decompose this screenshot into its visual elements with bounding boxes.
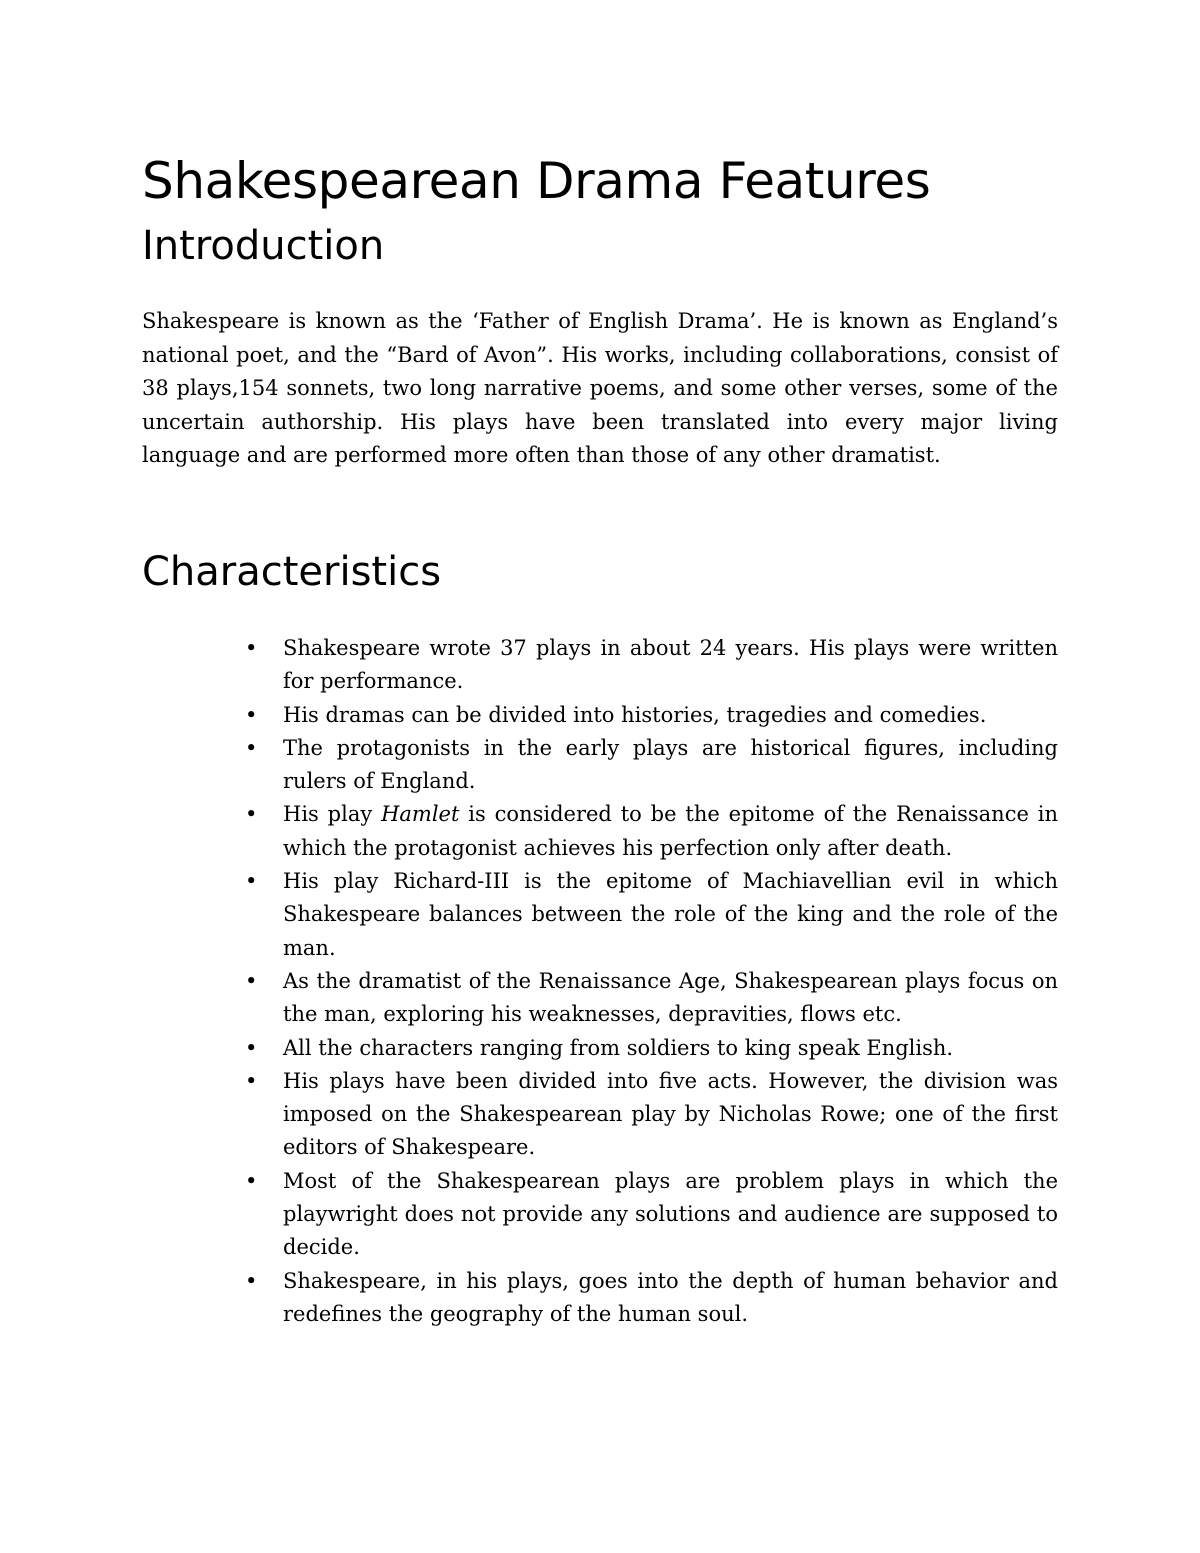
list-item (245, 699, 1058, 732)
bullet-icon: • (245, 1168, 258, 1193)
list-item (245, 1165, 1058, 1265)
list-item-text: The protagonists in the early plays are historical figures, including rulers of England. (283, 735, 1058, 794)
list-item-text-after: is considered to be the epitome of the Renaissance in which the protagonist achieves his perfection only after death. (283, 802, 1059, 860)
introduction-paragraph: Shakespeare is known as the ‘Father of English Drama’. He is known as England’s national poet, and the “Bard of Avon”. His works, including collaborations, consist of 38 plays,154 sonnets, two long narrative poems, and some other verses, some of the uncertain authorship. His plays have been translated into every major living language and are performed more often than those of any other dramatist. (142, 309, 1058, 468)
bullet-icon: • (245, 869, 258, 894)
bullet-icon: • (245, 1035, 258, 1060)
list-item-text (283, 802, 1058, 859)
list-item (245, 965, 1058, 1032)
list-item (245, 1265, 1058, 1332)
characteristics-heading: Characteristics (142, 549, 442, 595)
list-item-text: His dramas can be divided into histories, tragedies and comedies. (283, 702, 987, 727)
list-item (245, 1065, 1058, 1165)
list-item (245, 632, 1058, 699)
list-item-text: Shakespeare, in his plays, goes into the depth of human behavior and redefines the geography of the human soul. (283, 1268, 1058, 1326)
list-item-text: His play Richard-III is the epitome of Machiavellian evil in which Shakespeare balances between the role of the king and the role of the man. (283, 869, 1058, 960)
document-title: Shakespearean Drama Features (142, 152, 931, 210)
list-item-text: As the dramatist of the Renaissance Age, Shakespearean plays focus on the man, exploring his weaknesses, depravities, flows etc. (283, 968, 1058, 1027)
list-item-text-before: His play (283, 802, 382, 827)
bullet-icon: • (245, 968, 258, 993)
bullet-icon: • (245, 802, 258, 827)
bullet-icon: • (245, 1268, 258, 1293)
bullet-icon: • (245, 702, 258, 727)
list-item-text: His plays have been divided into five acts. However, the division was imposed on the Shakespearean play by Nicholas Rowe; one of the first editors of Shakespeare. (283, 1068, 1058, 1160)
list-item-text: Most of the Shakespearean plays are problem plays in which the playwright does not provide any solutions and audience are supposed to decide. (283, 1168, 1058, 1260)
bullet-icon: • (245, 636, 258, 660)
list-item-text: Shakespeare wrote 37 plays in about 24 years. His plays were written for performance. (283, 636, 1058, 694)
bullet-icon: • (245, 1068, 258, 1093)
bullet-icon: • (245, 735, 258, 760)
play-title-hamlet: Hamlet (381, 802, 460, 827)
list-item-text: All the characters ranging from soldiers to king speak English. (283, 1035, 954, 1060)
characteristics-list (245, 632, 1059, 1331)
list-item (245, 798, 1059, 865)
list-item (245, 732, 1058, 799)
introduction-heading: Introduction (142, 223, 385, 269)
list-item (245, 1032, 1058, 1065)
list-item (245, 865, 1058, 965)
